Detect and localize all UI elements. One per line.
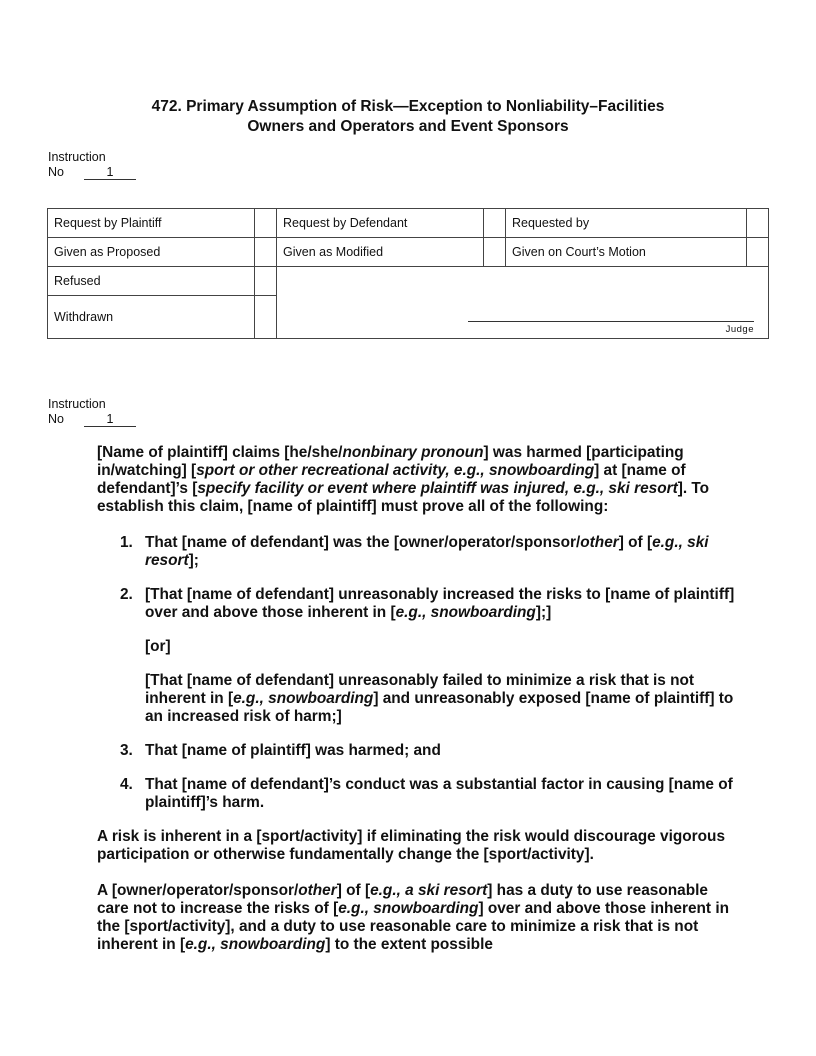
table-row: [48, 209, 769, 238]
title-line-1: 472. Primary Assumption of Risk—Exception to Nonliability–Facilities: [151, 98, 665, 115]
text-segment: [Name of plaintiff] claims [he/she/: [97, 444, 343, 461]
intro-paragraph: [97, 444, 737, 516]
instruction-number: 1: [84, 413, 136, 427]
no-label: No: [48, 165, 64, 179]
list-item: [120, 586, 737, 622]
text-segment: ] has a duty to use reasonable care not to increase the risks of [: [97, 882, 708, 917]
text-segment: ] to the extent possible: [325, 936, 493, 953]
checkbox-refused[interactable]: [255, 267, 277, 296]
instruction-number-block: [48, 150, 136, 180]
list-subitem: [145, 672, 737, 726]
signature-line: [468, 321, 754, 322]
no-label: No: [48, 412, 64, 426]
title-line-2: Owners and Operators and Event Sponsors: [247, 118, 569, 135]
list-text: [145, 742, 737, 760]
italic-text-segment: e.g., snowboarding: [338, 900, 479, 917]
list-number: 2.: [120, 586, 133, 603]
text-segment: [or]: [145, 638, 171, 655]
list-number: 4.: [120, 776, 133, 793]
text-segment: ] and unreasonably exposed [name of plaintiff] to an increased risk of harm;]: [145, 690, 734, 725]
cell-label: Request by Defendant: [277, 209, 484, 238]
checkbox-withdrawn[interactable]: [255, 296, 277, 339]
checkbox-given-as-modified[interactable]: [484, 238, 506, 267]
text-segment: ] at [name of defendant]’s [: [97, 462, 686, 497]
italic-text-segment: specify facility or event where plaintiff was injured, e.g., ski resort: [197, 480, 678, 497]
checkbox-request-by-defendant[interactable]: [484, 209, 506, 238]
document-title: [0, 97, 816, 137]
text-segment: That [name of defendant]’s conduct was a substantial factor in causing [name of plaintiff]’s harm.: [145, 776, 733, 811]
cell-label: Given as Proposed: [48, 238, 255, 267]
checkbox-given-on-courts-motion[interactable]: [747, 238, 769, 267]
instruction-number: 1: [84, 166, 136, 180]
checkbox-requested-by[interactable]: [747, 209, 769, 238]
cell-label: Requested by: [506, 209, 747, 238]
instruction-label: Instruction: [48, 397, 106, 411]
text-segment: A risk is inherent in a [sport/activity] if eliminating the risk would discourage vigorous participation or otherwise fundamentally change the [sport/activity].: [97, 828, 726, 863]
checkbox-given-as-proposed[interactable]: [255, 238, 277, 267]
text-segment: A [owner/operator/sponsor/: [97, 882, 299, 899]
italic-text-segment: e.g., snowboarding: [185, 936, 326, 953]
italic-text-segment: other: [580, 534, 619, 551]
list-number: 3.: [120, 742, 133, 759]
text-segment: [That [name of defendant] unreasonably failed to minimize a risk that is not inherent in [: [145, 672, 695, 707]
text-segment: ] over and above those inherent in the [sport/activity], and a duty to use reasonable care to minimize a risk that is not inherent in [: [97, 900, 730, 953]
list-text: [145, 534, 737, 570]
instruction-disposition-table: [47, 208, 769, 339]
body-paragraph: [97, 828, 737, 864]
text-segment: That [name of plaintiff] was harmed; and: [145, 742, 441, 759]
body-paragraph: [97, 882, 737, 954]
instruction-body: [97, 444, 737, 972]
text-segment: ] was harmed [participating in/watching] [: [97, 444, 684, 479]
text-segment: That [name of defendant] was the [owner/operator/sponsor/: [145, 534, 581, 551]
italic-text-segment: e.g., snowboarding: [395, 604, 536, 621]
list-text: [145, 776, 737, 812]
table-row: [48, 238, 769, 267]
italic-text-segment: e.g., ski resort: [145, 534, 709, 569]
list-item: [120, 776, 737, 812]
list-subitem: [145, 638, 737, 656]
text-segment: [That [name of defendant] unreasonably increased the risks to [name of plaintiff] over and above those inherent in [: [145, 586, 735, 621]
text-segment: ]. To establish this claim, [name of plaintiff] must prove all of the following:: [97, 480, 710, 515]
italic-text-segment: other: [298, 882, 337, 899]
italic-text-segment: sport or other recreational activity, e.g., snowboarding: [196, 462, 595, 479]
text-segment: ] of [: [618, 534, 653, 551]
text-segment: ];]: [535, 604, 552, 621]
list-number: 1.: [120, 534, 133, 551]
table-row: [48, 267, 769, 296]
judge-label: Judge: [725, 324, 754, 335]
cell-label: Given on Court’s Motion: [506, 238, 747, 267]
list-item: [120, 742, 737, 760]
cell-label: Refused: [48, 267, 255, 296]
list-text: [145, 586, 737, 622]
cell-label: Given as Modified: [277, 238, 484, 267]
instruction-label: Instruction: [48, 150, 106, 164]
instruction-number-block-2: [48, 397, 136, 427]
judge-signature-area[interactable]: [277, 267, 769, 339]
cell-label: Withdrawn: [48, 296, 255, 339]
text-segment: ] of [: [336, 882, 371, 899]
cell-label: Request by Plaintiff: [48, 209, 255, 238]
text-segment: ];: [188, 552, 199, 569]
checkbox-request-by-plaintiff[interactable]: [255, 209, 277, 238]
italic-text-segment: nonbinary pronoun: [342, 444, 484, 461]
list-item: [120, 534, 737, 570]
italic-text-segment: e.g., snowboarding: [233, 690, 374, 707]
italic-text-segment: e.g., a ski resort: [370, 882, 488, 899]
